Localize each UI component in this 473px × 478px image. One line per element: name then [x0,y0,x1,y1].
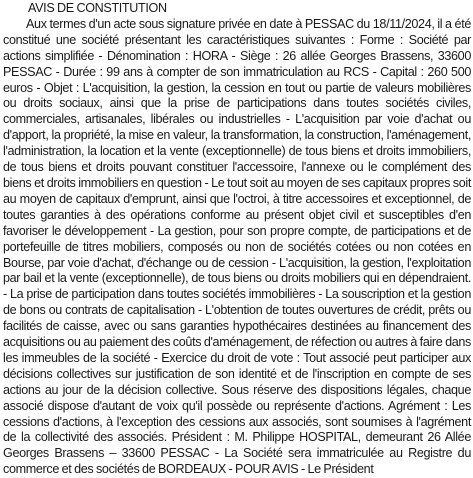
notice-body: Aux termes d'un acte sous signature privée en date à PESSAC du 18/11/2024, il a été constitué une société présentant les caractéristiques suivantes : Forme : Société par actions simplifiée - Dénomination : HORA - Siège : 26 allée Georges Brassens, 33600 PESSAC - Durée : 99 ans à compter de son immatriculation au RCS - Capital : 260 500 euros - Objet : L'acquisition, la gestion, la cession en tout ou partie de valeurs mobilières ou droits sociaux, ainsi que la prise de participations dans toutes sociétés civiles, commerciales, artisanales, libérales ou industrielles - L'acquisition par voie d'achat ou d'apport, la propriété, la mise en valeur, la transformation, la construction, l'aménagement, l'administration, la location et la vente (exceptionnelle) de tous biens et droits immobiliers, de tous biens et droits pouvant constituer l'accessoire, l'annexe ou le complément des biens et droits immobiliers en question - Le tout soit au moyen de ses capitaux propres soit au moyen de capitaux d'emprunt, ainsi que l'octroi, à titre accessoires et exceptionnel, de toutes garanties à des opérations conforme au présent objet civil et susceptibles d'en favoriser le développement - La gestion, pour son propre compte, de participations et de portefeuille de titres mobiliers, composés ou non de sociétés cotées ou non cotées en Bourse, par voie d'achat, d'échange ou de cession - L'acquisition, la gestion, l'exploitation par bail et la vente (exceptionnelle), de tous biens ou droits mobiliers qui en dépendraient. - La prise de participation dans toutes sociétés immobilières - La souscription et la gestion de bons ou contrats de capitalisation - L'obtention de toutes ouvertures de crédit, prêts ou facilités de caisse, avec ou sans garanties hypothécaires destinées au financement des acquisitions ou au paiement des coûts d'aménagement, de réfection ou autres à faire dans les immeubles de la société - Exercice du droit de vote : Tout associé peut participer aux décisions collectives sur justification de son identité et de l'inscription en compte de ses actions au jour de la décision collective. Sous réserve des dispositions légales, chaque associé dispose d'autant de voix qu'il possède ou représente d'actions. Agrément : Les cessions d'actions, à l'exception des cessions aux associés, sont soumises à l'agrément de la collectivité des associés. Président : M. Philippe HOSPITAL, demeurant 26 Allée Georges Brassens – 33600 PESSAC - La Société sera immatriculée au Registre du commerce et des sociétés de BORDEAUX - POUR AVIS - Le Président [3,16,471,477]
notice-title: AVIS DE CONSTITUTION [28,1,167,15]
